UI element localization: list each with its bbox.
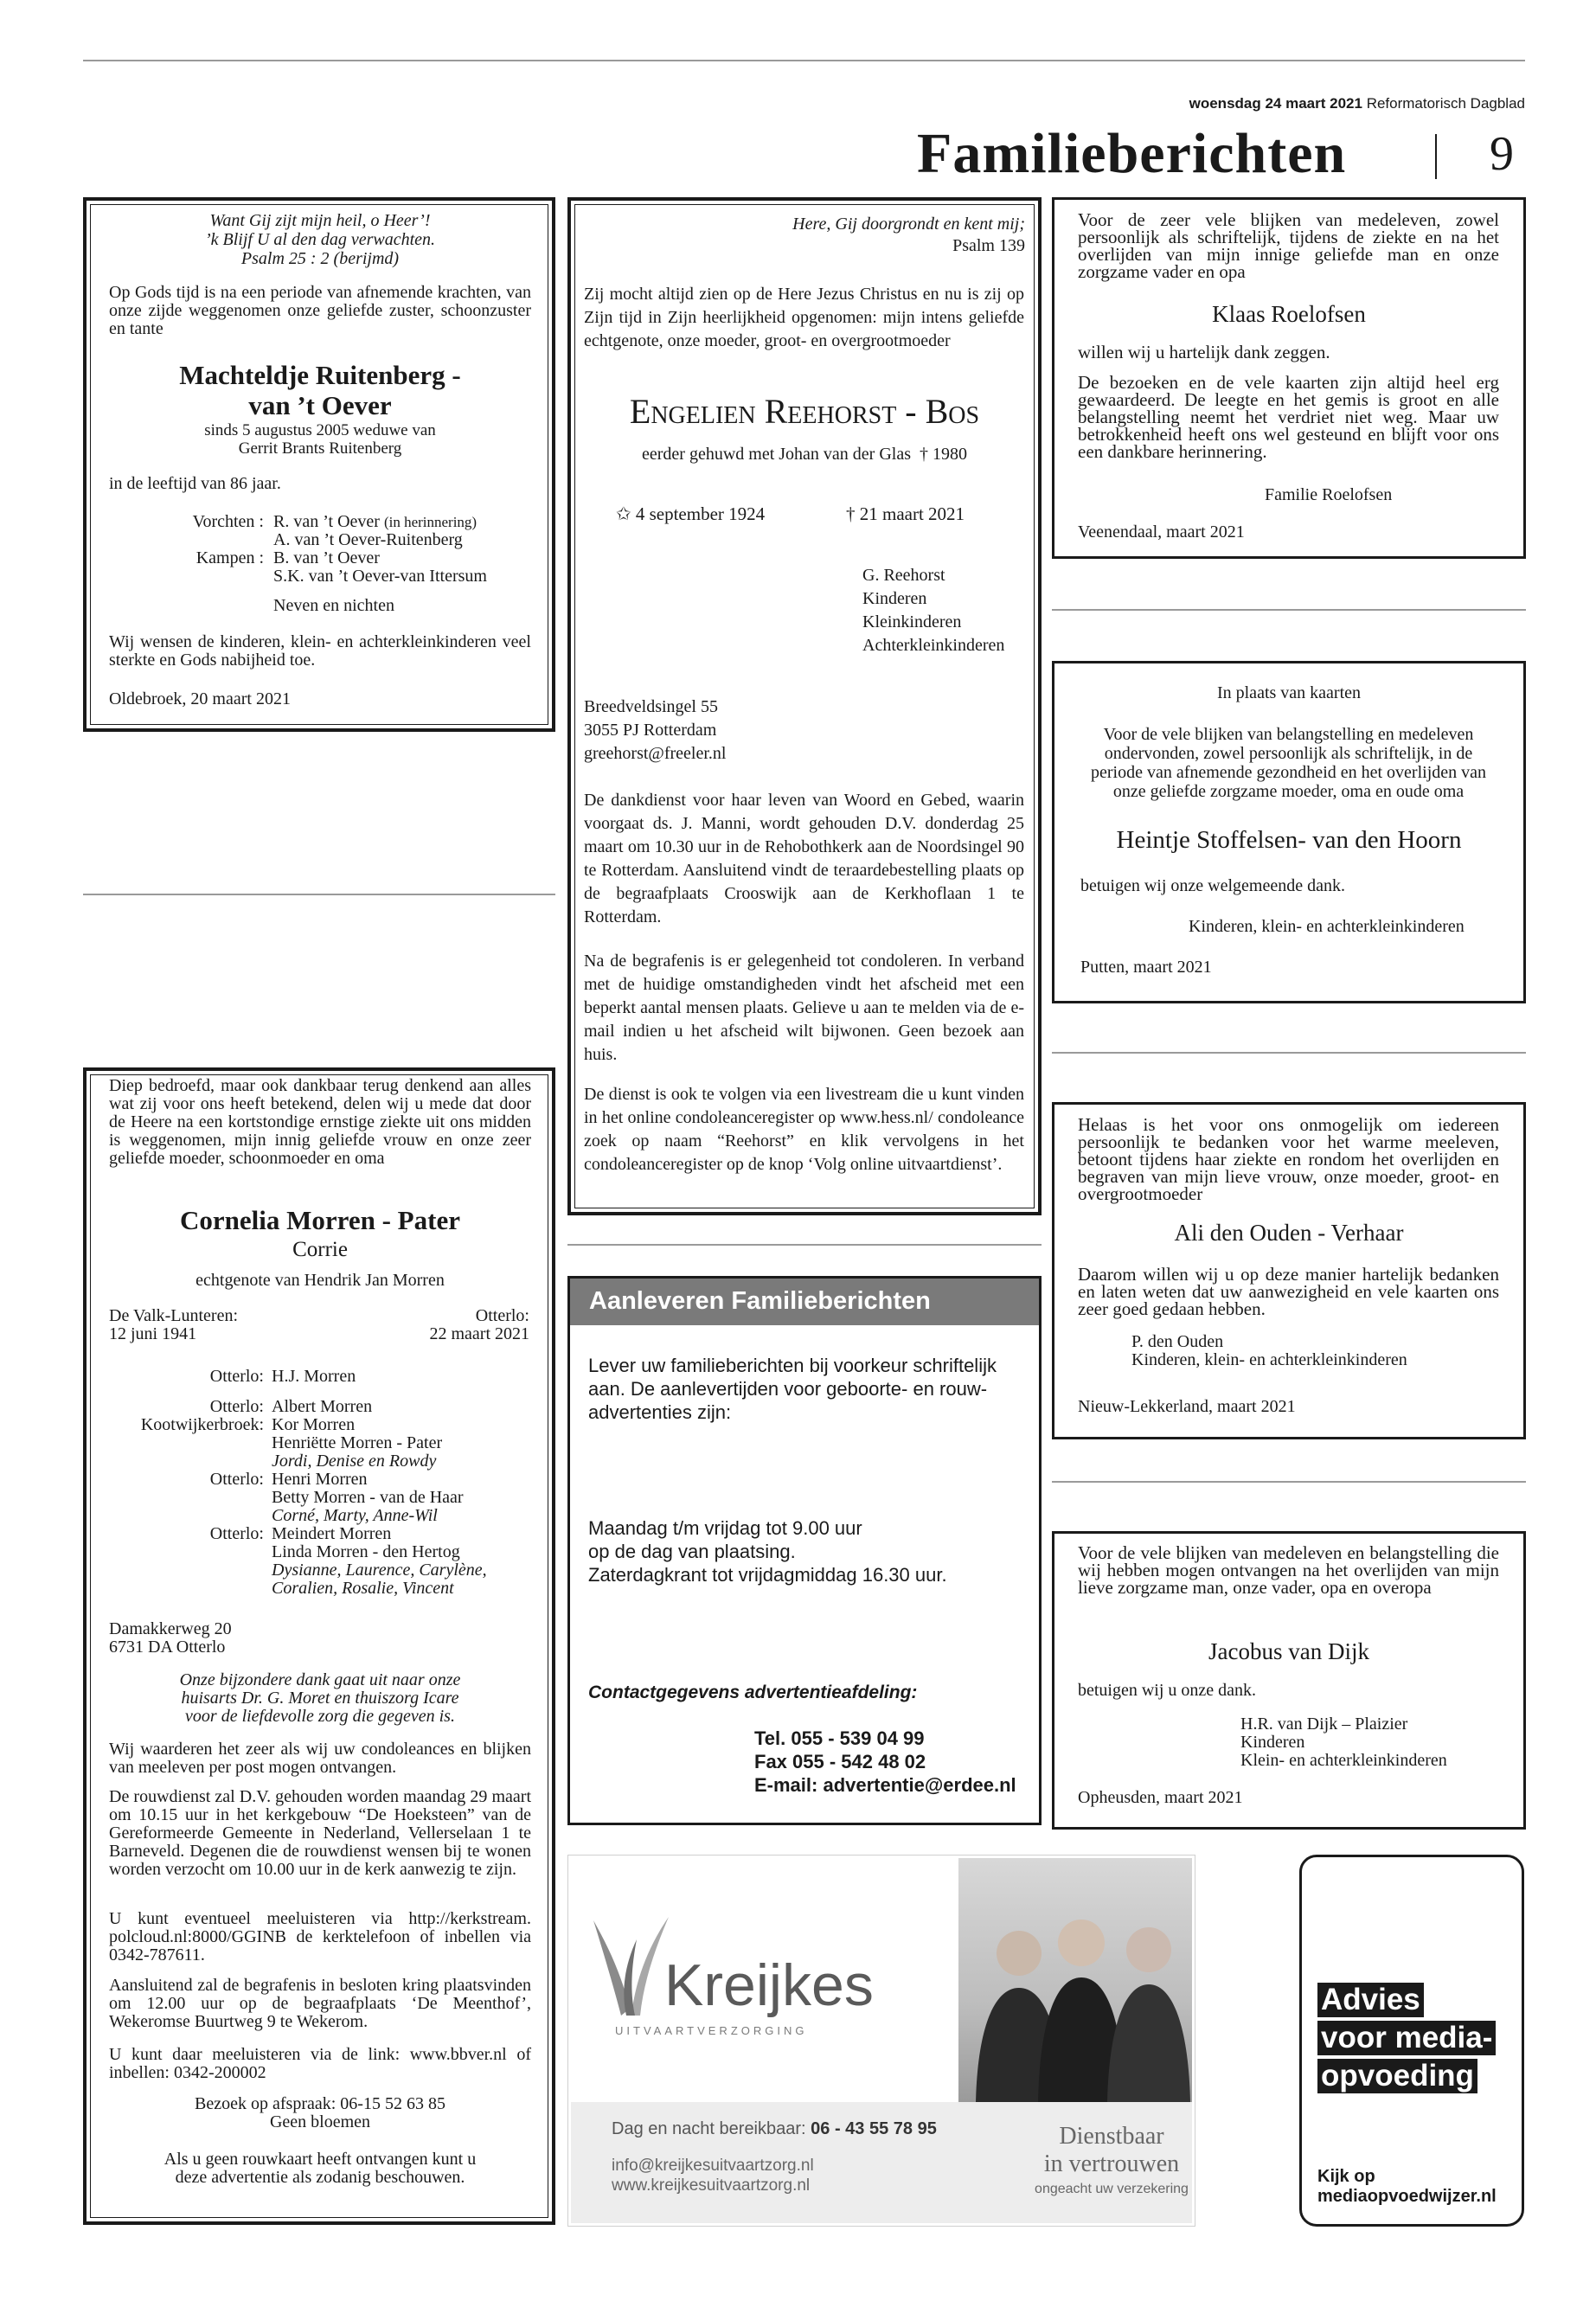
morren-fam-name-8: Meindert Morren: [272, 1524, 392, 1543]
stoffelsen-name: Heintje Stoffelsen- van den Hoorn: [1116, 826, 1462, 854]
header-date: woensdag 24 maart 2021: [1189, 95, 1362, 112]
morren-fam-name-3: Henriëtte Morren - Pater: [272, 1433, 443, 1452]
roelofsen-name: Klaas Roelofsen: [1212, 301, 1366, 327]
morren-card-1: Als u geen rouwkaart heeft ontvangen kunt u: [163, 2150, 477, 2169]
reehorst-born: ✩ 4 september 1924: [616, 503, 766, 524]
morren-fam-name-0: H.J. Morren: [272, 1367, 356, 1386]
morren-fam-name-1: Albert Morren: [272, 1397, 373, 1416]
reehorst-addr-2: 3055 PJ Rotterdam: [584, 721, 717, 740]
morren-nickname: Corrie: [292, 1238, 348, 1261]
reehorst-addr-1: Breedveldsingel 55: [584, 697, 718, 716]
kreijkes-slogan-1: Dienstbaar: [1059, 2123, 1164, 2150]
ruitenberg-name-2: van ’t Oever: [248, 390, 392, 420]
ruitenberg-date: Oldebroek, 20 maart 2021: [109, 689, 291, 708]
morren-born-place: De Valk-Lunteren:: [109, 1306, 239, 1325]
kreijkes-slogan-2: in vertrouwen: [1043, 2150, 1180, 2177]
media-line-2: voor media-: [1317, 2021, 1496, 2055]
kreijkes-brand: Kreijkes: [664, 1952, 874, 2018]
dijk-intro: Voor de vele blijken van medeleven en belangstelling die wij hebben mogen ontvangen na het overlijden van mijn lieve zorgzame man, onze vader, opa en overopa: [1078, 1542, 1499, 1598]
media-cta-2[interactable]: mediaopvoedwijzer.nl: [1317, 2187, 1497, 2206]
aanleveren-email: E-mail: advertentie@erdee.nl: [754, 1774, 1016, 1796]
roelofsen-intro: Voor de zeer vele blijken van medeleven, zowel persoonlijk als schriftelijk, tijdens de ziekte en na het overlijden van mijn innige geliefde man en onze zorgzame vader en opa: [1078, 209, 1499, 282]
morren-address-2: 6731 DA Otterlo: [109, 1638, 226, 1657]
ruitenberg-verse-1: Want Gij zijt mijn heil, o Heer’!: [209, 211, 431, 230]
ruitenberg-rel-2: A. van ’t Oever-Ruitenberg: [273, 530, 463, 549]
ouden-p: Daarom willen wij u op deze manier hartelijk bedanken en laten weten dat uw aanwezigheid en vele kaarten ons zeer goed gedaan hebben.: [1078, 1264, 1499, 1319]
ouden-date: Nieuw-Lekkerland, maart 2021: [1078, 1397, 1296, 1416]
morren-thanks-3: voor de liefdevolle zorg die gegeven is.: [185, 1707, 455, 1726]
kreijkes-email[interactable]: info@kreijkesuitvaartzorg.nl: [612, 2157, 814, 2175]
aanleveren-time-3: Zaterdagkrant tot vrijdagmiddag 16.30 uur.: [588, 1564, 947, 1586]
morren-fam-name-5: Henri Morren: [272, 1470, 368, 1489]
dijk-thanks: betuigen wij u onze dank.: [1078, 1681, 1257, 1700]
morren-fam-name-9: Linda Morren - den Hertog: [272, 1542, 460, 1561]
reehorst-fam-1: G. Reehorst: [862, 566, 945, 585]
media-cta-1: Kijk op: [1317, 2167, 1375, 2186]
morren-fam-place-0: Otterlo:: [209, 1367, 264, 1386]
dijk-fam-2: Kinderen: [1240, 1733, 1305, 1752]
morren-died-place: Otterlo:: [475, 1306, 529, 1325]
morren-thanks-1: Onze bijzondere dank gaat uit naar onze: [179, 1670, 461, 1689]
roelofsen-date: Veenendaal, maart 2021: [1078, 522, 1245, 542]
ruitenberg-since-2: Gerrit Brants Ruitenberg: [238, 439, 402, 458]
morren-p2: De rouwdienst zal D.V. gehouden worden maandag 29 maart om 10.15 uur in het kerkgebouw “De Hoeksteen” van de Gereformeerde Gemeente in Nederland, Vellerselaan 1 te Barneveld. Degenen die de rouwdienst wensen bij te wonen worden verzocht om 10.00 uur in de kerk aanwezig te zijn.: [109, 1787, 531, 1879]
ouden-name: Ali den Ouden - Verhaar: [1174, 1220, 1404, 1246]
col3-rule-2: [1052, 1052, 1526, 1054]
reehorst-email: greehorst@freeler.nl: [584, 744, 727, 763]
morren-address-1: Damakkerweg 20: [109, 1619, 232, 1638]
stoffelsen-date: Putten, maart 2021: [1080, 958, 1212, 977]
morren-fam-place-1: Otterlo:: [209, 1397, 264, 1416]
dijk-name: Jacobus van Dijk: [1208, 1638, 1369, 1664]
reehorst-name: Engelien Reehorst - Bos: [629, 392, 980, 431]
top-rule: [83, 60, 1525, 61]
morren-fam-name-10: Dysianne, Laurence, Carylène,: [272, 1561, 487, 1580]
ruitenberg-verse-2: ’k Blijf U al den dag verwachten.: [204, 230, 436, 249]
morren-p4: Aansluitend zal de begrafenis in besloten kring plaatsvinden om 12.00 uur op de begraafplaats ‘De Meenthof’, Wekeromse Buurtweg 9 te Wekerom.: [109, 1976, 531, 2031]
reehorst-p3: De dienst is ook te volgen via een livestream die u kunt vinden in het online condoleanceregister op www.hess.nl/ condoleance zoek op naam “Reehorst” en klik vervolgens in het condoleanceregister op de knop ‘Volg online uitvaartdienst’.: [584, 1085, 1024, 1174]
col1-rule-1: [83, 894, 555, 895]
aanleveren-contact: Contactgegevens advertentieafdeling:: [588, 1682, 918, 1702]
morren-card-2: deze advertentie als zodanig beschouwen.: [175, 2168, 465, 2187]
ruitenberg-age: in de leeftijd van 86 jaar.: [109, 474, 281, 493]
ruitenberg-name-1: Machteldje Ruitenberg -: [179, 360, 461, 390]
kreijkes-web[interactable]: www.kreijkesuitvaartzorg.nl: [612, 2176, 811, 2195]
reehorst-died: † 21 maart 2021: [846, 503, 965, 524]
ruitenberg-since-1: sinds 5 augustus 2005 weduwe van: [204, 421, 436, 439]
morren-fam-name-6: Betty Morren - van de Haar: [272, 1488, 464, 1507]
reehorst-intro: Zij mocht altijd zien op de Here Jezus Christus en nu is zij op Zijn tijd in Zijn heerlijkheid opgenomen: mijn intens geliefde echtgenote, onze moeder, groot- en overgrootmoeder: [584, 285, 1024, 350]
morren-fam-name-11: Coralien, Rosalie, Vincent: [272, 1579, 454, 1598]
morren-p5: U kunt daar meeluisteren via de link: www.bbver.nl of inbellen: 0342-200002: [109, 2045, 531, 2082]
ouden-fam-2: Kinderen, klein- en achterkleinkinderen: [1131, 1350, 1407, 1369]
stoffelsen-family: Kinderen, klein- en achterkleinkinderen: [1189, 917, 1465, 936]
morren-p1: Wij waarderen het zeer als wij uw condoleances en blijken van meeleven per post mogen ontvangen.: [109, 1740, 531, 1777]
ouden-fam-1: P. den Ouden: [1131, 1332, 1224, 1351]
morren-fam-name-4: Jordi, Denise en Rowdy: [272, 1452, 437, 1471]
kreijkes-photo: [958, 1858, 1192, 2102]
morren-fam-name-2: Kor Morren: [272, 1415, 356, 1434]
morren-visit-1: Bezoek op afspraak: 06-15 52 63 85: [195, 2094, 445, 2113]
reehorst-married: eerder gehuwd met Johan van der Glas † 1980: [642, 445, 967, 464]
page-number: 9: [1490, 127, 1514, 181]
ruitenberg-rel-5: Neven en nichten: [273, 596, 394, 615]
aanleveren-intro: Lever uw familieberichten bij voorkeur schriftelijk aan. De aanlevertijden voor geboorte- en rouw-advertenties zijn:: [588, 1355, 997, 1423]
col3-rule-3: [1052, 1481, 1526, 1483]
stoffelsen-thanks: betuigen wij onze welgemeende dank.: [1080, 876, 1345, 895]
stoffelsen-head: In plaats van kaarten: [1216, 683, 1362, 702]
reehorst-fam-2: Kinderen: [862, 589, 927, 608]
morren-fam-place-5: Otterlo:: [209, 1470, 264, 1489]
dijk-fam-1: H.R. van Dijk – Plaizier: [1240, 1715, 1408, 1734]
ouden-intro: Helaas is het voor ons onmogelijk om iedereen persoonlijk te bedanken voor het warme meeleven, betoont tijdens haar ziekte en rondom het overlijden en begraven van mijn lieve vrouw, onze moeder, groot- en overgrootmoeder: [1078, 1114, 1499, 1204]
aanleveren-fax: Fax 055 - 542 48 02: [754, 1751, 926, 1772]
col3-rule-1: [1052, 609, 1526, 611]
morren-p3: U kunt eventueel meeluisteren via http://kerkstream. polcloud.nl:8000/GGINB de kerktelefoon of inbellen via 0342-787611.: [109, 1909, 531, 1965]
people-image-icon: [958, 1858, 1192, 2102]
header-paper: Reformatorisch Dagblad: [1366, 95, 1525, 112]
ruitenberg-wish: Wij wensen de kinderen, klein- en achterkleinkinderen veel sterkte en Gods nabijheid toe.: [109, 632, 531, 670]
morren-intro: Diep bedroefd, maar ook dankbaar terug denkend aan alles wat zij voor ons heeft betekend, delen wij u mede dat door de Heere na een kortstondige ernstige ziekte uit ons midden is weggenomen, mijn innig geliefde vrouw en onze zeer geliefde moeder, schoonmoeder en oma: [109, 1076, 531, 1168]
ruitenberg-rel-4: S.K. van ’t Oever-van Ittersum: [273, 567, 487, 586]
ruitenberg-rel-3: B. van ’t Oever: [273, 548, 380, 567]
morren-name: Cornelia Morren - Pater: [180, 1205, 460, 1235]
aanleveren-time-1: Maandag t/m vrijdag tot 9.00 uur: [588, 1517, 862, 1539]
morren-born-date: 12 juni 1941: [109, 1324, 197, 1343]
reehorst-fam-4: Achterkleinkinderen: [862, 636, 1005, 655]
aanleveren-tel: Tel. 055 - 539 04 99: [754, 1727, 925, 1749]
morren-thanks-2: huisarts Dr. G. Moret en thuiszorg Icare: [181, 1689, 459, 1708]
dijk-date: Opheusden, maart 2021: [1078, 1788, 1243, 1807]
aanleveren-time-2: op de dag van plaatsing.: [588, 1541, 796, 1562]
morren-fam-place-8: Otterlo:: [209, 1524, 264, 1543]
dijk-fam-3: Klein- en achterkleinkinderen: [1240, 1751, 1447, 1770]
header-dateline: [1189, 95, 1525, 112]
aanleveren-title-bar: [570, 1279, 1039, 1325]
roelofsen-p: De bezoeken en de vele kaarten zijn altijd heel erg gewaardeerd. De leegte en het gemis is groot en alle belangstelling neemt het verdriet niet weg. Maar uw betrokkenheid heeft ons wel gesteund en blijft voor ons een dankbare herinnering.: [1078, 372, 1499, 462]
col2-rule-1: [567, 1244, 1042, 1246]
morren-spouse: echtgenote van Hendrik Jan Morren: [195, 1271, 445, 1290]
roelofsen-thanks: willen wij u hartelijk dank zeggen.: [1078, 342, 1330, 362]
media-line-3: opvoeding: [1317, 2059, 1477, 2093]
reehorst-fam-3: Kleinkinderen: [862, 612, 962, 631]
kreijkes-sub: UITVAARTVERZORGING: [615, 2024, 808, 2037]
reehorst-p2: Na de begrafenis is er gelegenheid tot condoleren. In verband met de huidige omstandigheden vindt het afscheid met een beperkt aantal mensen plaats. Gelieve u aan te melden via de e-mail indien u het afscheid wilt bijwonen. Geen bezoek aan huis.: [584, 952, 1024, 1064]
title-divider: [1435, 134, 1437, 179]
ruitenberg-place-1: Vorchten :: [192, 512, 264, 531]
reehorst-p1: De dankdienst voor haar leven van Woord en Gebed, waarin voorgaat ds. J. Manni, wordt gehouden D.V. donderdag 25 maart om 10.30 uur in de Rehobothkerk aan de Noordsingel 90 te Rotterdam. Aansluitend vindt de teraardebestelling plaats op de begraafplaats Crooswijk aan de Kerkhoflaan 1 te Rotterdam.: [584, 791, 1024, 926]
morren-fam-name-7: Corné, Marty, Anne-Wil: [272, 1506, 438, 1525]
kreijkes-reach: Dag en nacht bereikbaar: 06 - 43 55 78 95: [612, 2119, 937, 2138]
morren-died-date: 22 maart 2021: [429, 1324, 529, 1343]
stoffelsen-intro: Voor de vele blijken van belangstelling en medeleven ondervonden, zowel persoonlijk als schriftelijk, in de periode van afnemende gezondheid en het overlijden van onze geliefde zorgzame moeder, oma en oude oma: [1090, 725, 1487, 801]
ruitenberg-rel-1: R. van ’t Oever (in herinnering): [273, 512, 478, 531]
section-title: Familieberichten: [917, 122, 1347, 185]
ruitenberg-intro: Op Gods tijd is na een periode van afnemende krachten, van onze zijde weggenomen onze geliefde zuster, schoonzuster en tante: [109, 283, 531, 338]
ruitenberg-place-2: Kampen :: [195, 548, 264, 567]
reehorst-verse-1: Here, Gij doorgrondt en kent mij;: [792, 215, 1025, 234]
reehorst-verse-ref: Psalm 139: [952, 236, 1025, 255]
morren-fam-place-2: Kootwijkerbroek:: [140, 1415, 264, 1434]
kreijkes-slogan-3: ongeacht uw verzekering: [1035, 2182, 1189, 2196]
aanleveren-title: Aanleveren Familieberichten: [589, 1287, 931, 1315]
ruitenberg-verse-ref: Psalm 25 : 2 (berijmd): [240, 249, 400, 268]
morren-visit-2: Geen bloemen: [269, 2112, 371, 2131]
media-line-1: Advies: [1317, 1983, 1424, 2017]
roelofsen-family: Familie Roelofsen: [1265, 485, 1393, 504]
